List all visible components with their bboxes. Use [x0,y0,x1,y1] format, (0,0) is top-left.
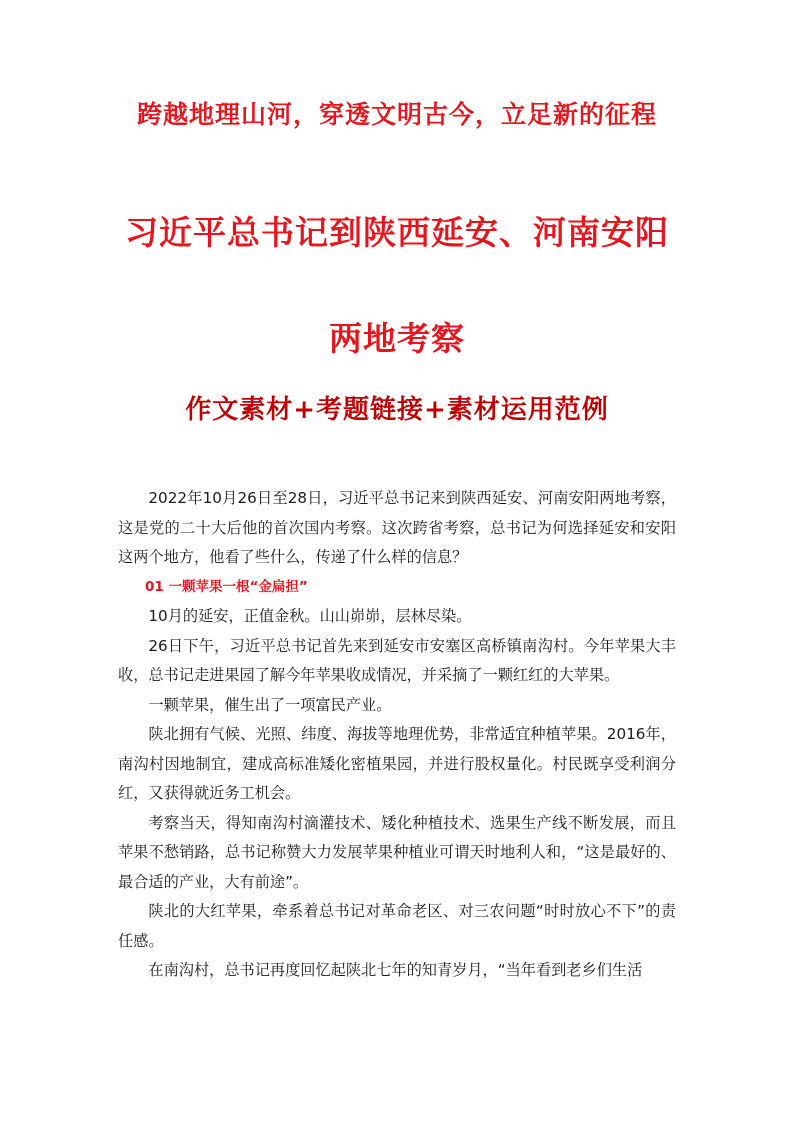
paragraph: 在南沟村，总书记再度回忆起陕北七年的知青岁月，“当年看到老乡们生活 [148,961,643,979]
article-body [118,484,676,986]
paragraph: 一颗苹果，催生出了一项富民产业。 [148,695,392,714]
paragraph: 26日下午，习近平总书记首先来到延安市安塞区高桥镇南沟村。今年苹果大丰收，总书记走进果园了解今年苹果收成情况，并采摘了一颗红红的大苹果。 [118,636,676,684]
section-heading: 01 一颗苹果一根“金扁担” [145,578,308,595]
headline-main: 习近平总书记到陕西延安、河南安阳两地考察 [125,213,669,358]
paragraph: 10月的延安，正值金秋。山山峁峁，层林尽染。 [148,607,472,625]
headline-subtitle: 跨越地理山河，穿透文明古今，立足新的征程 [136,100,657,129]
headline-section: 作文素材+考题链接+素材运用范例 [185,395,609,425]
paragraph: 考察当天，得知南沟村滴灌技术、矮化种植技术、选果生产线不断发展，而且苹果不愁销路，总书记称赞大力发展苹果种植业可谓天时地利人和，“这是最好的、最合适的产业，大有前途”。 [118,813,676,891]
paragraph: 陕北的大红苹果，牵系着总书记对革命老区、对三农问题“时时放心不下”的责任感。 [118,902,676,950]
paragraph: 2022年10月26日至28日，习近平总书记来到陕西延安、河南安阳两地考察，这是党的二十大后他的首次国内考察。这次跨省考察，总书记为何选择延安和安阳这两个地方，他看了些什么，传递了什么样的信息？ [118,489,676,566]
paragraph: 陕北拥有气候、光照、纬度、海拔等地理优势，非常适宜种植苹果。2016年，南沟村因地制宜，建成高标准矮化密植果园，并进行股权量化。村民既享受利润分红，又获得就近务工机会。 [118,725,676,802]
